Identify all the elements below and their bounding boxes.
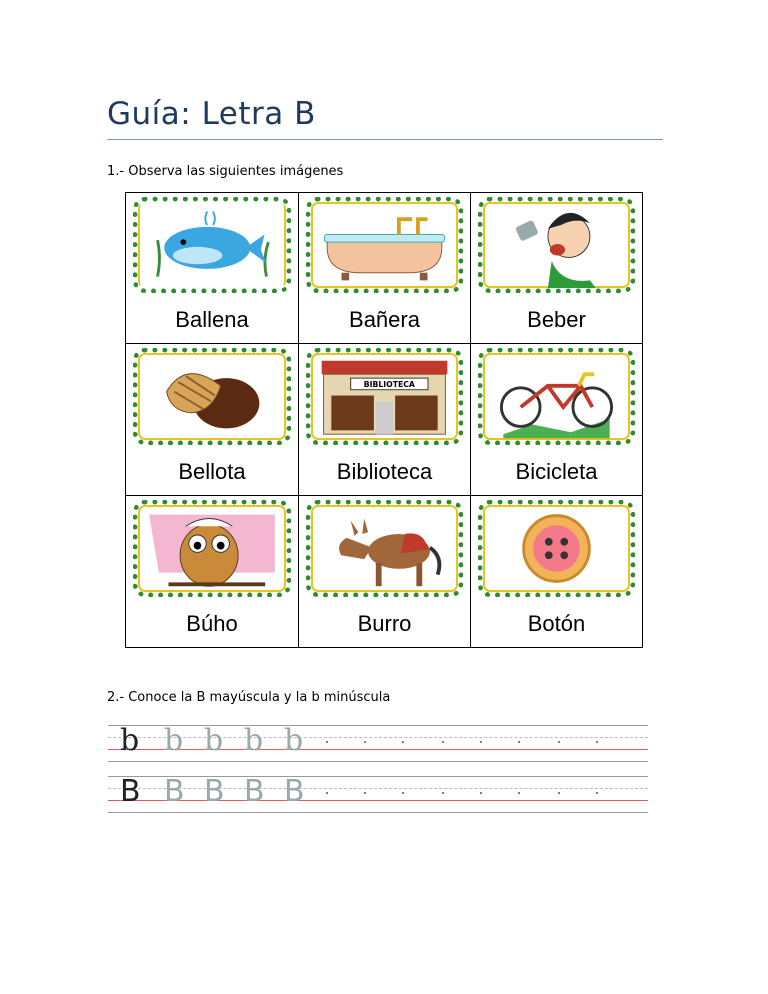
word-cell: Burro [298,600,471,648]
word-cell: Ballena [125,296,299,344]
library-icon [306,348,463,445]
library-sign: BIBLIOTECA [363,379,415,389]
image-cell [298,192,471,297]
button-icon [478,500,635,597]
letter-b-lower-trace: b [164,723,184,758]
practice-row-uppercase [108,776,648,816]
letter-b-lower-trace: b [204,723,224,758]
question-2: 2.- Conoce la B mayúscula y la b minúscula [107,690,391,705]
image-cell [298,344,471,449]
letter-b-lower-trace: b [284,723,304,758]
image-cell [470,496,643,601]
letter-b-upper-trace: B [284,774,305,809]
word-cell: Bellota [125,448,299,496]
word-cell: Botón [470,600,643,648]
owl-icon [133,500,291,597]
letter-b-upper-trace: B [164,774,185,809]
page-title: Guía: Letra B [107,96,316,132]
word-cell: Bicicleta [470,448,643,496]
word-cell: Beber [470,296,643,344]
word-cell: Bañera [298,296,471,344]
image-cell [125,496,299,601]
acorn-icon [133,348,291,445]
word-cell: Biblioteca [298,448,471,496]
letter-b-upper-model: B [120,774,141,809]
letter-b-lower-trace: b [244,723,264,758]
image-cell [125,344,299,449]
drinking-boy-icon [478,197,635,293]
title-divider [107,139,663,140]
picture-grid [125,192,643,652]
image-cell [470,344,643,449]
whale-icon [133,197,291,293]
letter-b-upper-trace: B [244,774,265,809]
letter-b-upper-trace: B [204,774,225,809]
bicycle-icon [478,348,635,445]
image-cell [298,496,471,601]
letter-b-lower-model: b [120,723,140,758]
word-cell: Búho [125,600,299,648]
image-cell [125,192,299,297]
image-cell [470,192,643,297]
practice-row-lowercase [108,725,648,765]
bathtub-icon [306,197,463,293]
donkey-icon [306,500,463,597]
question-1: 1.- Observa las siguientes imágenes [107,164,344,179]
